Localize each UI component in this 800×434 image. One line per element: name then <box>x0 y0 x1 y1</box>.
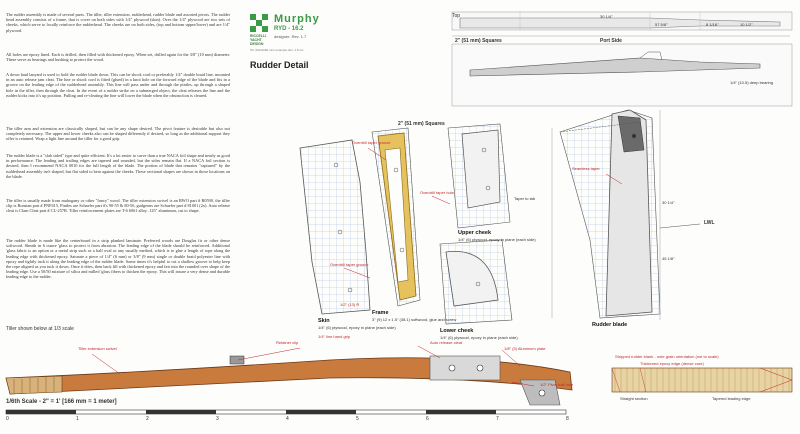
rudder-blade-title: Rudder blade <box>592 322 628 328</box>
paragraph-tiller-shape: The tiller arm and extension are classically shaped, but can be any shape desired. The pivot feature is desirable but also not completely necessary. The upper and lower cheeks also can be shaped differently if desired, so long as the additional support they offer is retained. Wrap a light line around the tiller for a good grip. <box>6 126 230 142</box>
bearing-label: 1/4" (10.5) deep bearing <box>730 80 774 85</box>
boat-model: RYD - 16.2 <box>274 26 304 32</box>
stripped-blank-section <box>612 368 792 392</box>
tapered-section-label: Tapered leading edge <box>712 396 751 401</box>
dimension-side-2: 45 1/8" <box>662 256 675 261</box>
pivot-bolt-label: 1/2" Pivot bolt hole <box>540 382 574 387</box>
seamless-taper-label: Seamless taper <box>572 166 600 171</box>
retainer-clip-label: Retainer clip <box>276 340 299 345</box>
scale-tick-label: 4 <box>286 416 289 422</box>
skin-subtitle: 1/4" (6) plywood, epoxy in plane (each side) <box>318 325 396 330</box>
scale-tick-label: 6 <box>426 416 429 422</box>
scale-tick-label: 1 <box>76 416 79 422</box>
company-name: RICCELLI YACHT DESIGN <box>250 34 267 46</box>
scale-tick-label: 3 <box>216 416 219 422</box>
skin-panel <box>300 140 370 314</box>
dimension-top-4: 10 1/2" <box>740 22 753 27</box>
stripped-blank-label: Stripped rudder blank - note grain orientation (not to scale) <box>615 354 719 359</box>
designer-line: designer: Rev. 1.7 <box>274 34 307 39</box>
lower-cheek-title: Lower cheek <box>440 328 474 334</box>
scale-bar-label: 1/6th Scale - 2" = 1' [166 mm = 1 meter] <box>6 399 117 405</box>
squares-label-mid: 2" (51 mm) Squares <box>398 121 445 127</box>
paragraph-rudder-assembly: The rudder assembly is made of several parts. The tiller, tiller extension, rudderhead, rudder blade and assorted pivots. The rudder head assembly consists of a frame, that is cover on both sides with 1/4" plywood (skin). Over the 1/4" plywood are two sets of cheeks, which serve to locally reinforce the rudderhead. The cheeks are on both sides, (top and bottom upper/lower) and are 1/4" plywood. <box>6 12 230 33</box>
frame-panel <box>372 128 420 306</box>
top-view-label: Top <box>452 13 461 19</box>
taper-note: Taper to tab <box>514 196 536 201</box>
scale-tick-label: 8 <box>566 416 569 422</box>
port-side-label: Port Side <box>600 38 622 44</box>
boat-name: Murphy <box>274 13 320 25</box>
overdrill-label-a: Overdrill taper groove <box>352 140 391 145</box>
lower-cheek-subtitle: 1/4" (6) plywood, epoxy in plane (each side) <box>440 335 518 340</box>
paragraph-down-haul: A down haul lanyard is used to hold the rudder blade down. This can be shock cord or preferably 1/4" double braid line, mounted in an auto release jam cleat. The line or shock cord is fitted (glued) in a knot hole on the forward edge of the blade and fits in a groove on the leading edge of the rudderhead assembly. This line will pass under and through the pintles, up through a shaped hole in the tiller, then through the cleat. In the event of a rudder strike on a submerged object, the cleat releases the line and the rudder kicks into it's up position. Pulling and re-cleating the line will lower the blade when the obstruction is cleared. <box>6 72 230 98</box>
dimension-top-1: 30 1/4" <box>600 14 613 19</box>
lower-cheek-panel <box>440 240 512 324</box>
port-side-view <box>452 44 792 106</box>
top-view <box>452 12 792 30</box>
overdrill-label-b: Overdrill taper groove <box>330 262 369 267</box>
tiller-assembly <box>6 356 572 405</box>
frame-subtitle: 3" (9) 12 x 1.5" (38.1) softwood, glue and screw <box>372 317 457 322</box>
upper-cheek-title: Upper cheek <box>458 230 492 236</box>
scale-tick-label: 5 <box>356 416 359 422</box>
sheet-title: Rudder Detail <box>250 60 309 70</box>
skin-title: Skin <box>318 318 330 324</box>
upper-cheek-subtitle: 1/4" (6) plywood, epoxy in plane (each side) <box>458 237 536 242</box>
paragraph-tiller-parts: The tiller is usually made from mahogany or other "fancy" wood. The tiller extension swivel is an RWO part # R0590, the tiller clip is Ronstan part # PNP415, Pintles are Schaefer part #'s 90-55 & 80-56, gudgeons are Schaefer part # 81001 (2x). Auto release cleat is Clam Cleat part # CL-257R. Tiller reinforcement plates are T-6 6061 alloy .125" aluminum, cut to shape. <box>6 198 230 214</box>
scale-tick-label: 7 <box>496 416 499 422</box>
dimension-side: 30 1/4" <box>662 200 675 205</box>
paragraph-holes: All holes are epoxy lined. Each is drilled, then filled with thickened epoxy. When set, drilled again for the 3/8" (10 mm) diameter. These serve as bearings and bushing to protect the wood. <box>6 52 230 63</box>
rudder-blade <box>560 110 700 318</box>
scale-tick-label: 0 <box>6 416 9 422</box>
scale-tick-label: 2 <box>146 416 149 422</box>
aluminum-plate-label: 1/8" (3) Aluminum plate <box>504 346 546 351</box>
paragraph-blade-construction: The rudder blade is made like the centerboard in a strip planked laminate. Preferred woods are Douglas fir or other dense softwood. Sheath in 6 ounce 'glass to protect it from abrasion. The leading edge of the blade should be reinforced. Additional 'glass fabric is an option or a metal strip such as a half oval or any usually method, which is to glue a length of rope along the leading edge with thickened epoxy. Saturate a piece of 1/4" (6 mm) or 3/8" (9 mm) single or double braid polyester line with epoxy and tightly tuck it along the leading edge of the rudder blade. Some times it's helpful to cut a shallow groove to help keep the rope aligned as you tuck it down. Once it dries, then back fill with thickened epoxy and fair into the rounded over shape of the leading edge. Use a 50/50 mixture of silica and milled 'glass fibers to thicken the epoxy. This will insure a very dense and durable leading edge to the rudder. <box>6 238 230 280</box>
overdrill-label-c: Overdrill taper hole <box>420 190 454 195</box>
dimension-top-2: 57 5/8" <box>655 22 668 27</box>
straight-section-label: Straight section <box>620 396 648 401</box>
paragraph-rudder-blade: The rudder blade is a "slab sided" type and quite efficient. It's a lot easier to carve than a true NACA foil shape and nearly as good in performance. The leading and trailing edges are tapered and rounded, but the sides remain flat. If a NACA foil section is desired, then I recommend NACA 0010 for the full length of the blade. The portion of blade that remains "captured" by the rudderhead assembly isn't shaped, but flat sided to bear against the cheeks. These sectional shapes are shown in those locations on the blade. <box>6 153 230 179</box>
tiller-scale-note: Tiller shown below at 1/3 scale <box>6 326 74 332</box>
dimension-top-3: 8 1/16" <box>706 22 719 27</box>
frame-title: Frame <box>372 310 389 316</box>
upper-cheek-panel <box>448 124 510 228</box>
line-grip-label: 1/4" line hand grip <box>318 334 351 339</box>
auto-cleat-label: Auto release cleat <box>430 340 463 345</box>
lwl-label: LWL <box>704 220 715 226</box>
radius-note: 1/2" (13) R <box>340 302 360 307</box>
scale-bar <box>6 410 566 414</box>
thickened-epoxy-label: Thickened epoxy edge (dense core) <box>640 361 704 366</box>
squares-label-top: 2" (51 mm) Squares <box>455 38 502 44</box>
tiller-swivel-label: Tiller extension swivel <box>78 346 117 351</box>
contact-line: Tel. 000-0000 mmr.example.dsn. 1.5 rev <box>250 48 304 52</box>
